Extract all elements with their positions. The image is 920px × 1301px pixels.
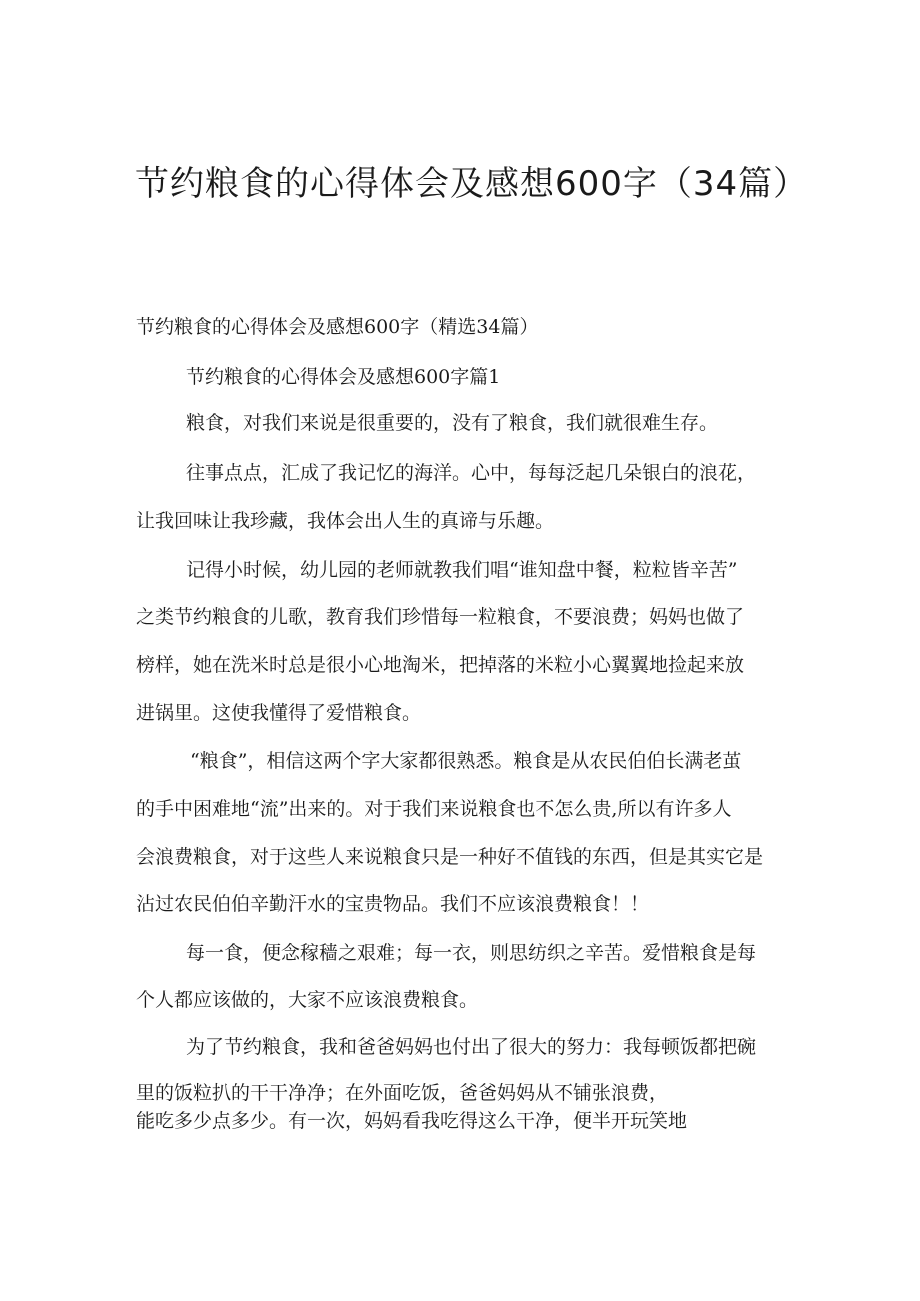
document-title: 节约粮食的心得体会及感想600字（34篇） — [135, 164, 809, 204]
paragraph-line: 之类节约粮食的儿歌，教育我们珍惜每一粒粮食，不要浪费；妈妈也做了 — [136, 606, 745, 628]
paragraph-line: 往事点点，汇成了我记忆的海洋。心中，每每泛起几朵银白的浪花， — [186, 462, 757, 484]
section-heading: 节约粮食的心得体会及感想600字篇1 — [186, 366, 501, 388]
paragraph-line: 记得小时候，幼儿园的老师就教我们唱“谁知盘中餐，粒粒皆辛苦” — [186, 559, 738, 581]
paragraph-line: 进锅里。这使我懂得了爱惜粮食。 — [136, 702, 422, 724]
paragraph-line: 粮食，对我们来说是很重要的，没有了粮食，我们就很难生存。 — [186, 412, 719, 434]
paragraph-line: 个人都应该做的，大家不应该浪费粮食。 — [136, 989, 479, 1011]
paragraph-line: 能吃多少点多少。有一次，妈妈看我吃得这么干净，便半开玩笑地 — [136, 1110, 688, 1132]
document-subtitle: 节约粮食的心得体会及感想600字（精选34篇） — [136, 316, 539, 338]
paragraph-line: 会浪费粮食，对于这些人来说粮食只是一种好不值钱的东西，但是其实它是 — [136, 846, 764, 868]
paragraph-line: 里的饭粒扒的干干净净；在外面吃饭，爸爸妈妈从不铺张浪费， — [136, 1082, 669, 1104]
paragraph-line: 榜样，她在洗米时总是很小心地淘米，把掉落的米粒小心翼翼地捡起来放 — [136, 654, 745, 676]
paragraph-line: 沾过农民伯伯辛勤汗水的宝贵物品。我们不应该浪费粮食！！ — [136, 893, 650, 915]
paragraph-line: 为了节约粮食，我和爸爸妈妈也付出了很大的努力：我每顿饭都把碗 — [186, 1036, 757, 1058]
paragraph-line: “粮食”，相信这两个字大家都很熟悉。粮食是从农民伯伯长满老茧 — [190, 750, 742, 772]
paragraph-line: 每一食，便念稼穑之艰难；每一衣，则思纺织之辛苦。爱惜粮食是每 — [186, 942, 757, 964]
paragraph-line: 让我回味让我珍藏，我体会出人生的真谛与乐趣。 — [136, 510, 555, 532]
paragraph-line: 的手中困难地“流”出来的。对于我们来说粮食也不怎么贵,所以有许多人 — [136, 798, 732, 820]
